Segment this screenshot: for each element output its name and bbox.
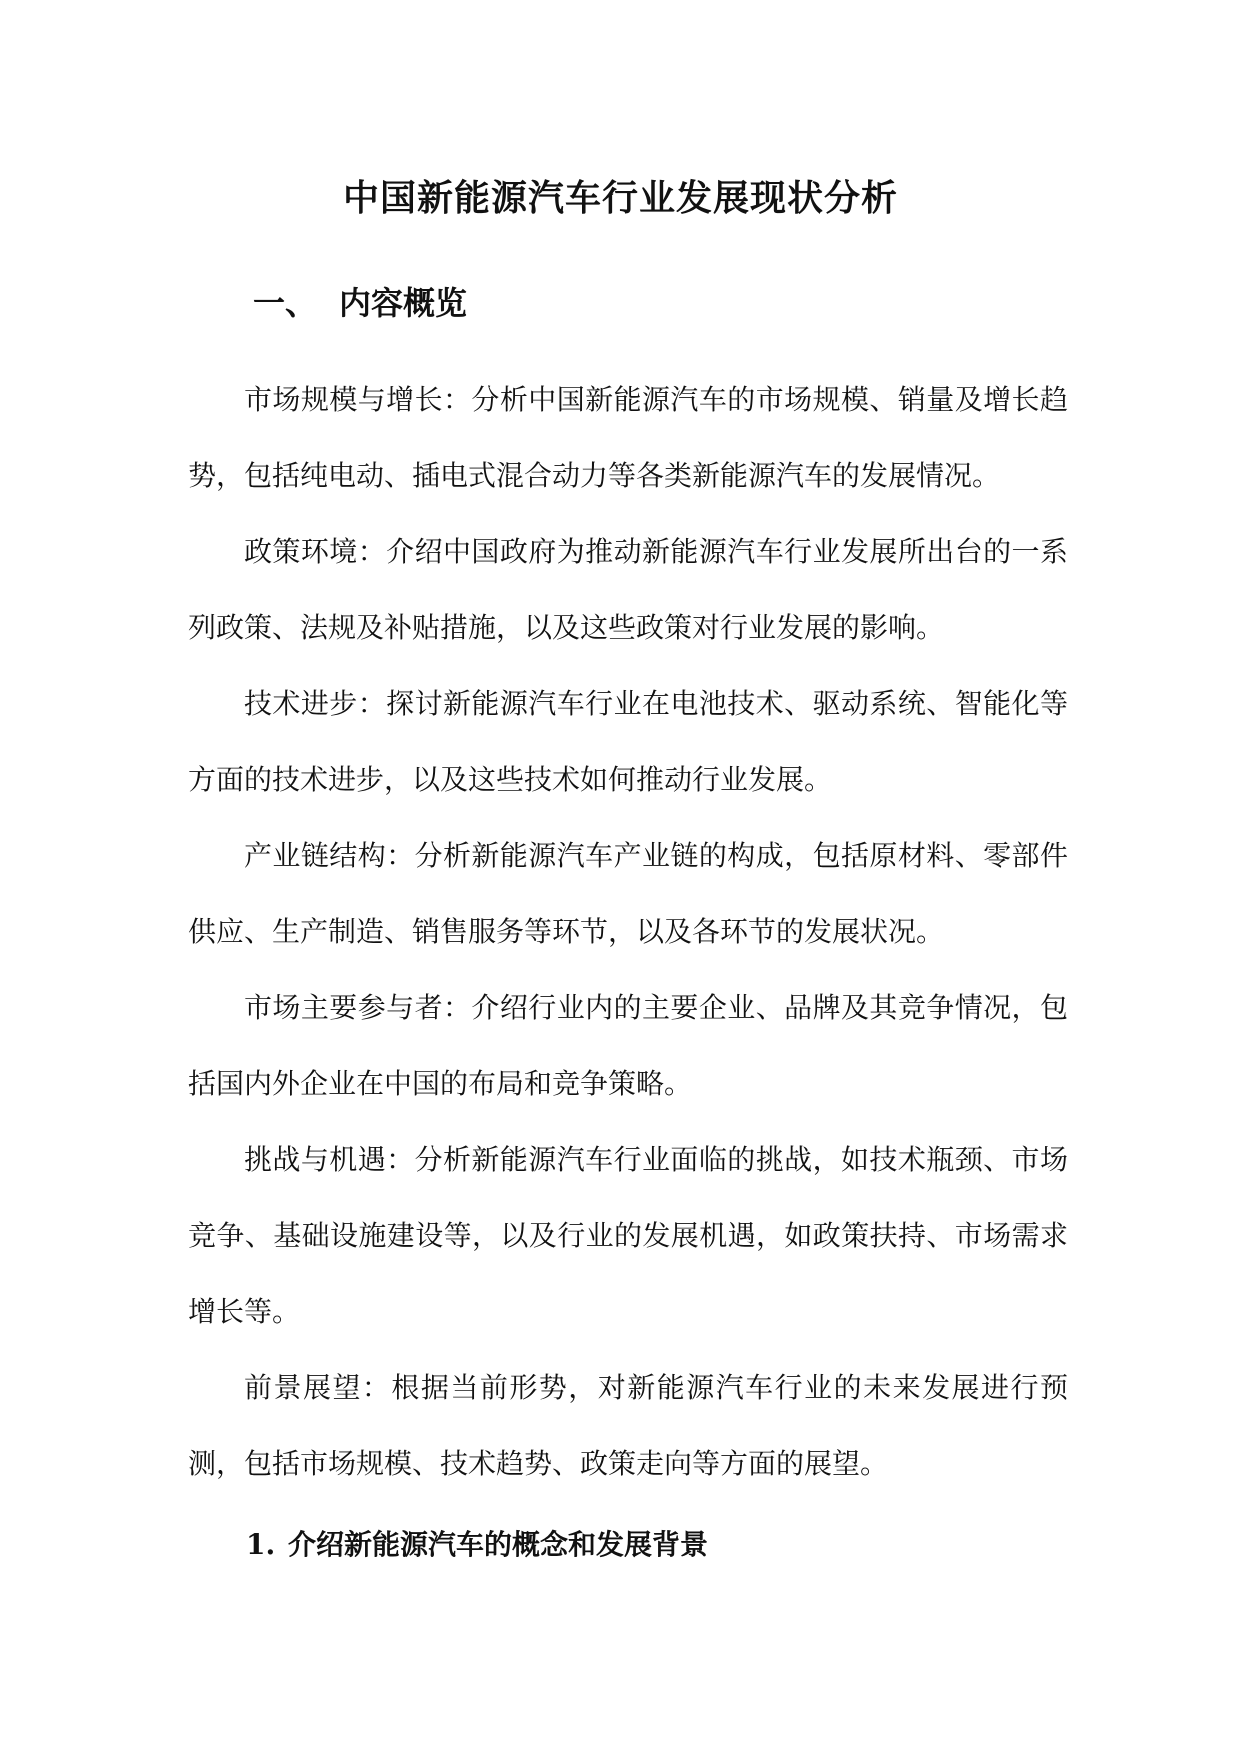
subsection-number: 1. [246, 1528, 276, 1561]
paragraph-market-scale: 市场规模与增长：分析中国新能源汽车的市场规模、销量及增长趋势，包括纯电动、插电式混合动力等各类新能源汽车的发展情况。 [188, 383, 1068, 492]
paragraph-industry-chain: 产业链结构：分析新能源汽车产业链的构成，包括原材料、零部件供应、生产制造、销售服务等环节，以及各环节的发展状况。 [188, 839, 1068, 948]
paragraph-technology: 技术进步：探讨新能源汽车行业在电池技术、驱动系统、智能化等方面的技术进步，以及这些技术如何推动行业发展。 [188, 687, 1068, 796]
paragraph-challenges: 挑战与机遇：分析新能源汽车行业面临的挑战，如技术瓶颈、市场竞争、基础设施建设等，以及行业的发展机遇，如政策扶持、市场需求增长等。 [188, 1143, 1068, 1328]
subsection-heading [246, 1525, 708, 1565]
paragraph-outlook: 前景展望：根据当前形势，对新能源汽车行业的未来发展进行预测，包括市场规模、技术趋势、政策走向等方面的展望。 [188, 1371, 1068, 1480]
document-title: 中国新能源汽车行业发展现状分析 [342, 177, 898, 220]
subsection-title: 介绍新能源汽车的概念和发展背景 [288, 1528, 709, 1561]
section-title: 内容概览 [339, 284, 468, 322]
section-number: 一、 [253, 284, 318, 322]
body-text [188, 362, 1068, 1502]
paragraph-policy: 政策环境：介绍中国政府为推动新能源汽车行业发展所出台的一系列政策、法规及补贴措施，以及这些政策对行业发展的影响。 [188, 535, 1068, 644]
section-heading [253, 283, 467, 323]
paragraph-participants: 市场主要参与者：介绍行业内的主要企业、品牌及其竞争情况，包括国内外企业在中国的布局和竞争策略。 [188, 991, 1068, 1100]
